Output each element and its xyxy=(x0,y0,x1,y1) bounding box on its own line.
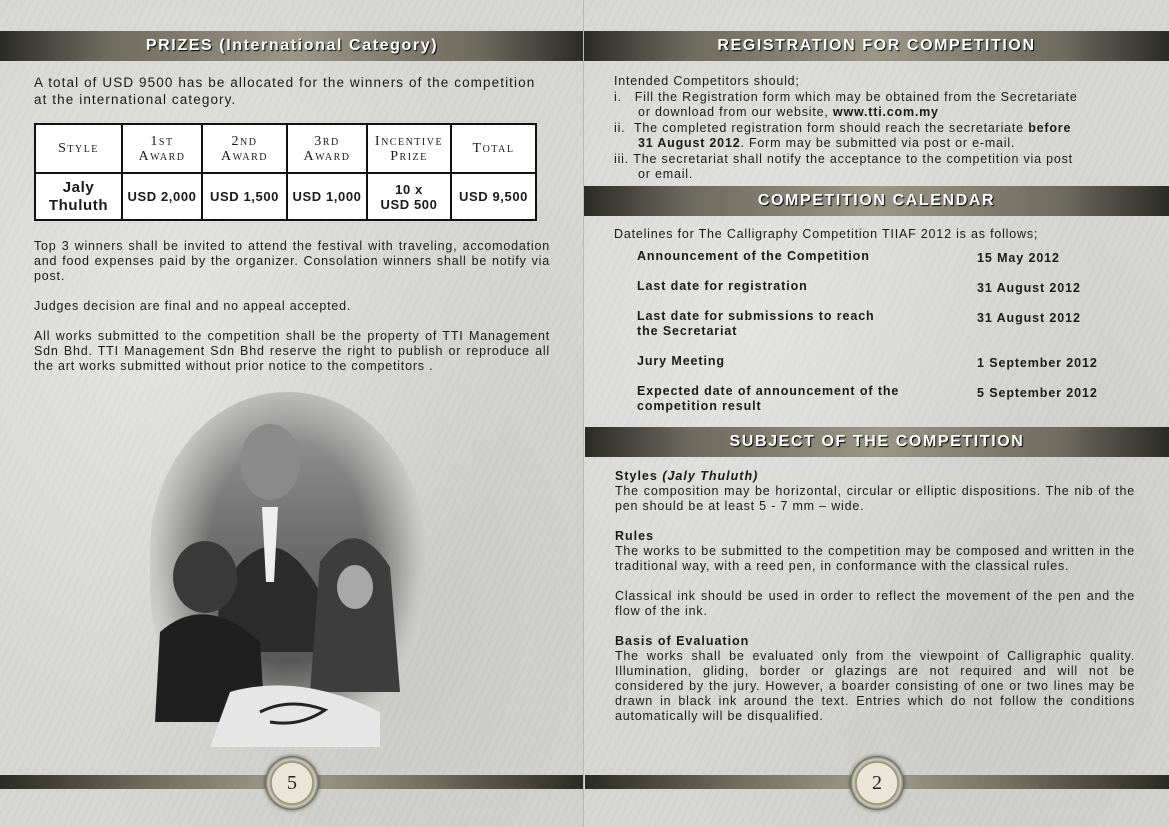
calendar-row-label: Announcement of the Competition xyxy=(637,249,870,263)
cell-first: USD 2,000 xyxy=(122,173,202,220)
calligraphers-photo xyxy=(150,392,425,747)
prize-table-header xyxy=(35,124,536,173)
cell-second: USD 1,500 xyxy=(202,173,287,220)
subject-heading-band xyxy=(585,427,1169,457)
calendar-row-label: Expected date of announcement of the competition result xyxy=(637,384,900,413)
cell-third: USD 1,000 xyxy=(287,173,367,220)
rules-title: Rules xyxy=(615,529,655,543)
registration-heading: REGISTRATION FOR COMPETITION xyxy=(717,37,1036,54)
cell-style: Jaly Thuluth xyxy=(35,173,122,220)
registration-list: Intended Competitors should; i. Fill the Registration form which may be obtained from the Secretariate or download from our website, www.tti.com.my ii. The completed registration form should reach the secretariate before 31 August 2012. Form may be submitted via post or e-mail. iii. The secretariat shall notify the acceptance to the competition via post or email. xyxy=(614,74,1134,183)
prizes-heading-band xyxy=(0,31,584,61)
prizes-para-property: All works submitted to the competition shall be the property of TTI Management Sdn Bhd. TTI Management Sdn Bhd reserve the right to publish or reproduce all the art works submitted without prior notice to the competitors . xyxy=(34,329,550,373)
subject-rules: Rules The works to be submitted to the competition may be composed and written in the traditional way, with a reed pen, in conformance with the classical rules. xyxy=(615,529,1135,573)
header-second-award: 2nd Award xyxy=(202,124,287,173)
calendar-row-date: 5 September 2012 xyxy=(977,386,1098,400)
prizes-para-judges: Judges decision are final and no appeal accepted. xyxy=(34,299,352,313)
header-style: Style xyxy=(35,124,122,173)
header-third-award: 3rd Award xyxy=(287,124,367,173)
subject-styles: Styles (Jaly Thuluth) The composition may be horizontal, circular or elliptic dispositions. The nib of the pen should be at least 5 - 7 mm – wide. xyxy=(615,469,1135,513)
calendar-row-label: Last date for registration xyxy=(637,279,808,293)
cell-incentive: 10 x USD 500 xyxy=(367,173,451,220)
header-total: Total xyxy=(451,124,536,173)
subject-ink: Classical ink should be used in order to reflect the movement of the pen and the flow of the ink. xyxy=(615,589,1135,618)
registration-heading-band xyxy=(584,31,1169,61)
calendar-intro: Datelines for The Calligraphy Competition TIIAF 2012 is as follows; xyxy=(614,227,1039,241)
prizes-para-winners: Top 3 winners shall be invited to attend the festival with traveling, accomodation and food expenses paid by the organizer. Consolation winners shall be notify via post. xyxy=(34,239,550,283)
list-item: i. Fill the Registration form which may be obtained from the Secretariate xyxy=(614,89,1078,104)
styles-title: Styles (Jaly Thuluth) xyxy=(615,469,759,483)
list-item: iii. The secretariat shall notify the acceptance to the competition via post xyxy=(614,151,1073,166)
cell-total: USD 9,500 xyxy=(451,173,536,220)
header-incentive-prize: Incentive Prize xyxy=(367,124,451,173)
list-item: ii. The completed registration form should reach the secretariate before xyxy=(614,120,1072,135)
calendar-row-date: 31 August 2012 xyxy=(977,311,1081,325)
prize-table xyxy=(34,123,537,221)
calendar-row-date: 31 August 2012 xyxy=(977,281,1081,295)
calendar-row-label: Jury Meeting xyxy=(637,354,725,368)
subject-heading: SUBJECT OF THE COMPETITION xyxy=(729,433,1025,450)
basis-title: Basis of Evaluation xyxy=(615,634,750,648)
left-page xyxy=(0,0,584,827)
calendar-row-date: 1 September 2012 xyxy=(977,356,1098,370)
subject-basis: Basis of Evaluation The works shall be evaluated only from the viewpoint of Calligraphic quality. Illumination, gliding, border or glazings are not required and will not be considered by the jury. However, a boarder consisting of one or two lines may be drawn in black ink around the text. Entries which do not follow the conditions automatically will be disqualified. xyxy=(615,634,1135,723)
calendar-row-date: 15 May 2012 xyxy=(977,251,1060,265)
header-first-award: 1st Award xyxy=(122,124,202,173)
calligraphers-illustration xyxy=(150,392,425,747)
calendar-row-label: Last date for submissions to reach the Secretariat xyxy=(637,309,875,338)
page-number-left: 5 xyxy=(265,756,319,810)
calendar-heading-band xyxy=(584,186,1169,216)
calendar-heading: COMPETITION CALENDAR xyxy=(757,192,996,209)
prizes-heading: PRIZES (International Category) xyxy=(145,37,439,54)
prizes-intro: A total of USD 9500 has be allocated for the winners of the competition at the international category. xyxy=(34,75,536,107)
page-number-right: 2 xyxy=(850,756,904,810)
table-row xyxy=(35,173,536,220)
